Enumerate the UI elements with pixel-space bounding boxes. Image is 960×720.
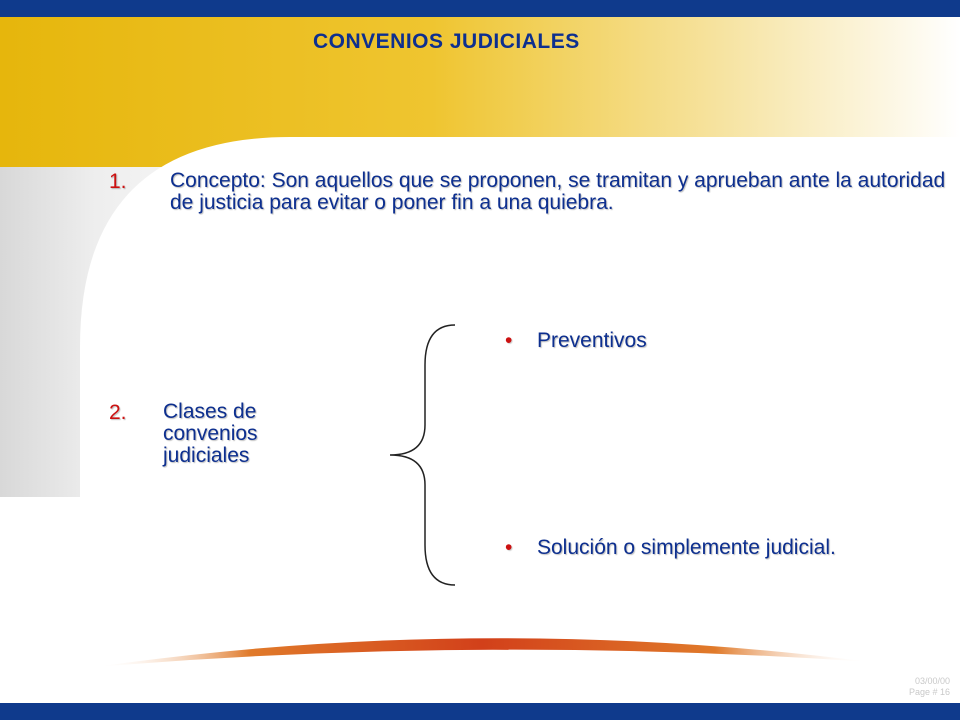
item-number-2: 2. — [109, 401, 127, 424]
top-bar — [0, 0, 960, 17]
classes-text: Clases de convenios judiciales — [163, 400, 258, 467]
bullet-marker-2: • — [505, 536, 513, 559]
slide-title: CONVENIOS JUDICIALES — [313, 30, 580, 53]
footer-date: 03/00/00 — [914, 676, 950, 686]
concept-text: Concepto: Son aquellos que se proponen, se tramitan y aprueban ante la autoridad de justicia para evitar o poner fin a una quiebra. — [170, 169, 946, 214]
bottom-bar — [0, 703, 960, 720]
bullet-solucion: Solución o simplemente judicial. — [537, 536, 836, 559]
background-art — [0, 17, 960, 703]
item-number-1: 1. — [109, 170, 127, 193]
bullet-preventivos: Preventivos — [537, 329, 647, 352]
bullet-marker-1: • — [505, 329, 513, 352]
footer-page-number: Page # 16 — [908, 687, 950, 697]
curly-brace-icon — [385, 320, 465, 590]
